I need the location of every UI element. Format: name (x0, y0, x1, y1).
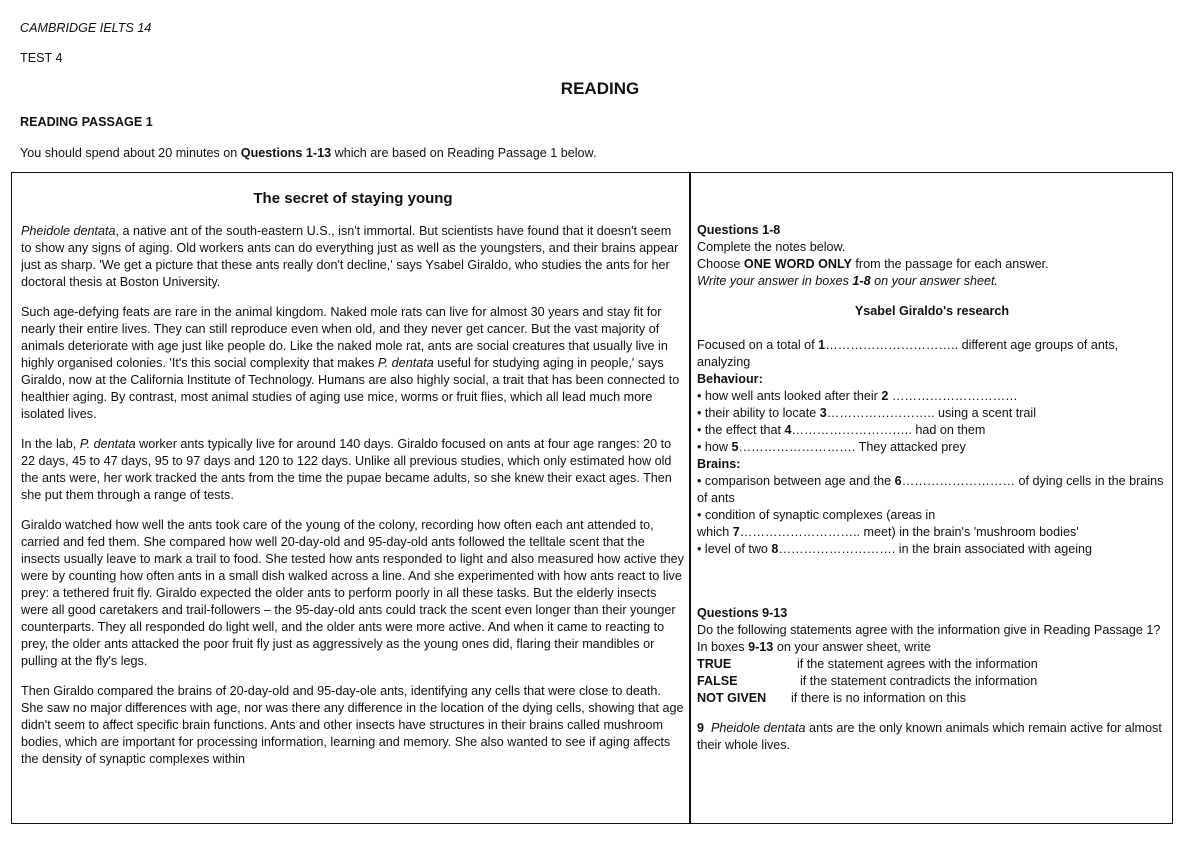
passage-paragraph: Then Giraldo compared the brains of 20-day-old and 95-day-ole ants, identifying any cells that were close to death. She saw no major differences with age, nor was there any difference in the location of the dying cells, showing that age didn't seem to affect specific brain functions. Ants and other insects have structures in their brains called mushroom bodies, which are important for processing information, learning and memory. She also wanted to see if aging affects the density of synaptic complexes within (21, 684, 684, 766)
notes-subheading: Behaviour: (697, 372, 763, 386)
passage-column (21, 190, 685, 823)
instruction-line: In boxes 9-13 on your answer sheet, write (697, 640, 931, 654)
instruction-line: Complete the notes below. (697, 240, 846, 254)
questions-heading: Questions 1-8 (697, 223, 781, 237)
passage-label: READING PASSAGE 1 (20, 115, 153, 129)
test-number: TEST 4 (20, 51, 63, 65)
passage-paragraph: Giraldo watched how well the ants took care of the young of the colony, recording how often each ant attended to, carried and fed them. She compared how well 20-day-old and 95-day-old ants followed the telltale scent that the insects usually leave to mark a trail to food. She tested how ants responded to light and also measured how active they were by counting how often ants in a small dish walked across a line. And she experimented with how ants react to live prey: a tethered fruit fly. Giraldo expected the older ants to perform poorly in all these tasks. But the elderly insects were all good caretakers and trail-followers – the 95-day-old ants could track the scent even longer than their younger counterparts. They all responded do light well, and the older ants were more active. And when it came to reacting to prey, the older ants attacked the poor fruit fly just as aggressively as the young ones did, flaring their mandibles or pulling at the fly's legs. (21, 518, 684, 668)
note-line: which 7……………………….. meet) in the brain's 'mushroom bodies' (697, 525, 1079, 539)
instruction-line: Choose ONE WORD ONLY from the passage for each answer. (697, 257, 1049, 271)
answer-key-not-given: NOT GIVEN if there is no information on this (697, 691, 967, 705)
note-bullet: • the effect that 4……………………….. had on them (697, 422, 1167, 439)
questions-1-8-instructions (697, 222, 1167, 290)
question-9: 9 Pheidole dentata ants are the only known animals which remain active for almost their whole lives. (697, 721, 1162, 752)
answer-key-false: FALSE if the statement contradicts the information (697, 674, 1038, 688)
questions-heading: Questions 9-13 (697, 606, 788, 620)
note-bullet: • how 5………………………. They attacked prey (697, 439, 1167, 456)
note-bullet: • their ability to locate 3…………………….. using a scent trail (697, 405, 1167, 422)
note-line: Focused on a total of 1………………………….. different age groups of ants, analyzing (697, 338, 1119, 369)
note-bullet: • how well ants looked after their 2 ………………………… (697, 388, 1167, 405)
note-bullet: • level of two 8………………………. in the brain associated with ageing (697, 541, 1167, 558)
table-bottom-border (11, 823, 1173, 824)
instruction-line: Do the following statements agree with the information give in Reading Passage 1? (697, 623, 1161, 637)
notes-subheading: Brains: (697, 457, 741, 471)
answer-key-true: TRUE if the statement agrees with the information (697, 657, 1038, 671)
notes-title: Ysabel Giraldo's research (854, 304, 1010, 318)
passage-title: The secret of staying young (253, 190, 453, 207)
instruction-line: Write your answer in boxes 1-8 on your answer sheet. (697, 274, 999, 288)
section-title: READING (560, 79, 640, 98)
passage-paragraph: Pheidole dentata, a native ant of the south-eastern U.S., isn't immortal. But scientists have found that it doesn't seem to show any signs of aging. Old workers ants can do everything just as well as the youngsters, and their brains appear just as sharp. 'We get a picture that these ants really don't decline,' says Ysabel Giraldo, who studies the ants for her doctoral thesis at Boston University. (21, 224, 679, 289)
questions-column (697, 222, 1167, 823)
passage-paragraph: In the lab, P. dentata worker ants typically live for around 140 days. Giraldo focused on ants at four age ranges: 20 to 22 days, 45 to 47 days, 95 to 97 days and 120 to 122 days. Unlike all previous studies, which only estimated how old the ants were, her work tracked the ants from the time the pupae became adults, so she knew their exact ages. Then she put them through a range of tests. (21, 437, 672, 502)
book-title: CAMBRIDGE IELTS 14 (20, 21, 152, 35)
passage-paragraph: Such age-defying feats are rare in the animal kingdom. Naked mole rats can live for almost 30 years and stay fit for nearly their entire lives. They can still reproduce even when old, and they never get cancer. But the vast majority of animals deteriorate with age just like people do. Like the naked mole rat, ants are social creatures that usually live in highly organised colonies. 'It's this social complexity that makes P. dentata useful for studying aging in people,' says Giraldo, now at the California Institute of Technology. Humans are also highly social, a trait that has been connected to healthier aging. By contrast, most animal studies of aging use mice, worms or fruit flies, which all lead much more isolated lives. (21, 305, 680, 421)
time-instruction: You should spend about 20 minutes on Questions 1-13 which are based on Reading Passage 1 below. (20, 146, 597, 160)
column-divider (689, 172, 691, 824)
note-bullet: • comparison between age and the 6……………………… of dying cells in the brains of ants (697, 473, 1167, 507)
questions-9-13-instructions (697, 605, 1167, 707)
note-bullet: • condition of synaptic complexes (areas in (697, 507, 1167, 524)
